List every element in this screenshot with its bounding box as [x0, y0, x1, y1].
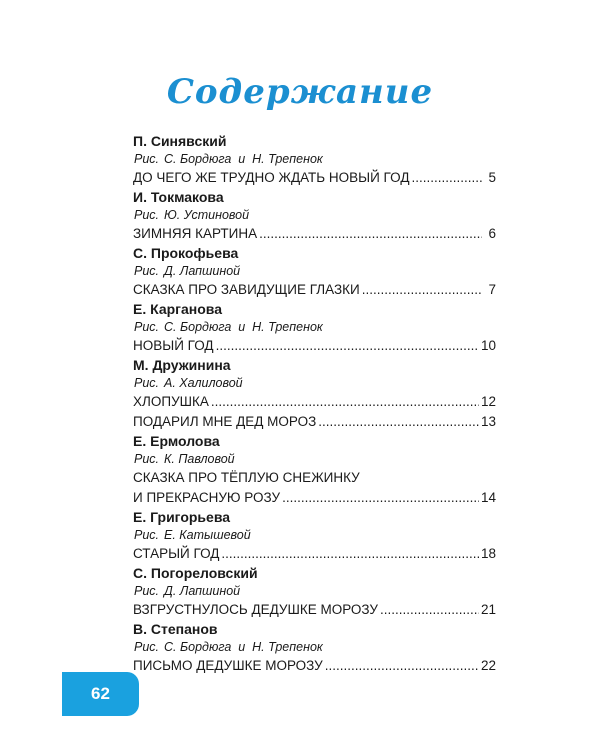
- toc-illustrator: [133, 262, 496, 280]
- illustrator-prefix: Рис.: [134, 528, 160, 542]
- toc-entry: [133, 412, 496, 432]
- illustrator-name: К. Павловой: [164, 452, 235, 466]
- toc-entry-title: ВЗГРУСТНУЛОСЬ ДЕДУШКЕ МОРОЗУ: [133, 602, 378, 617]
- toc-entry: [133, 488, 496, 508]
- toc-section: [133, 432, 496, 508]
- toc-entry-title: ДО ЧЕГО ЖЕ ТРУДНО ЖДАТЬ НОВЫЙ ГОД: [133, 170, 410, 185]
- dot-leader: [325, 656, 479, 676]
- toc-page-number: 21: [480, 602, 496, 617]
- toc-section: [133, 244, 496, 300]
- toc-author: М. Дружинина: [133, 357, 231, 373]
- illustrator-name: С. Бордюга и Н. Трепенок: [164, 152, 323, 166]
- toc-illustrator: [133, 374, 496, 392]
- toc-page-number: 12: [480, 394, 496, 409]
- toc-illustrator: [133, 206, 496, 224]
- page-number: 62: [91, 684, 110, 703]
- toc-entry-title: СКАЗКА ПРО ЗАВИДУЩИЕ ГЛАЗКИ: [133, 282, 360, 297]
- toc-section: [133, 356, 496, 432]
- toc-entry-title: СКАЗКА ПРО ТЁПЛУЮ СНЕЖИНКУ: [133, 470, 360, 485]
- dot-leader: [221, 544, 479, 564]
- illustrator-name: Д. Лапшиной: [164, 584, 241, 598]
- toc-author: Е. Ермолова: [133, 433, 220, 449]
- toc-entry-title: ПИСЬМО ДЕДУШКЕ МОРОЗУ: [133, 658, 323, 673]
- dot-leader: [411, 168, 482, 188]
- toc-entry: [133, 224, 496, 244]
- toc-section: [133, 132, 496, 188]
- toc-section: [133, 564, 496, 620]
- dot-leader: [282, 488, 479, 508]
- toc-entry: [133, 336, 496, 356]
- toc-entry-title: ПОДАРИЛ МНЕ ДЕД МОРОЗ: [133, 414, 317, 429]
- toc-page-number: 7: [488, 282, 496, 297]
- toc-entry-title: И ПРЕКРАСНУЮ РОЗУ: [133, 490, 281, 505]
- illustrator-prefix: Рис.: [134, 152, 160, 166]
- toc-entry-title: СТАРЫЙ ГОД: [133, 546, 220, 561]
- illustrator-prefix: Рис.: [134, 376, 160, 390]
- page-number-tab: [62, 672, 139, 716]
- toc-page-number: 13: [480, 414, 496, 429]
- toc-entry-title: ХЛОПУШКА: [133, 394, 209, 409]
- toc-entry: [133, 168, 496, 188]
- illustrator-name: С. Бордюга и Н. Трепенок: [164, 320, 323, 334]
- illustrator-prefix: Рис.: [134, 208, 160, 222]
- toc-author: И. Токмакова: [133, 189, 224, 205]
- toc-entry: [133, 544, 496, 564]
- toc-illustrator: [133, 150, 496, 168]
- toc-entry: [133, 468, 496, 488]
- toc-illustrator: [133, 638, 496, 656]
- toc-author: С. Прокофьева: [133, 245, 239, 261]
- dot-leader: [318, 412, 479, 432]
- toc-section: [133, 620, 496, 676]
- toc-illustrator: [133, 582, 496, 600]
- dot-leader: [380, 600, 479, 620]
- dot-leader: [216, 336, 479, 356]
- illustrator-prefix: Рис.: [134, 452, 160, 466]
- toc-entry: [133, 280, 496, 300]
- toc-section: [133, 508, 496, 564]
- illustrator-prefix: Рис.: [134, 584, 160, 598]
- toc-page-number: 6: [488, 226, 496, 241]
- toc-page-number: 22: [480, 658, 496, 673]
- toc-author: В. Степанов: [133, 621, 218, 637]
- toc-entry: [133, 600, 496, 620]
- dot-leader: [211, 392, 479, 412]
- dot-leader: [259, 224, 482, 244]
- illustrator-prefix: Рис.: [134, 640, 160, 654]
- illustrator-name: Д. Лапшиной: [164, 264, 241, 278]
- toc-illustrator: [133, 318, 496, 336]
- illustrator-name: С. Бордюга и Н. Трепенок: [164, 640, 323, 654]
- toc-illustrator: [133, 450, 496, 468]
- page-title: Содержание: [166, 72, 434, 112]
- toc-entry: [133, 392, 496, 412]
- toc-entry-title: ЗИМНЯЯ КАРТИНА: [133, 226, 258, 241]
- table-of-contents: [133, 132, 496, 676]
- toc-page-number: 10: [480, 338, 496, 353]
- toc-page-number: 5: [488, 170, 496, 185]
- toc-section: [133, 188, 496, 244]
- toc-entry: [133, 656, 496, 676]
- dot-leader: [362, 280, 482, 300]
- toc-author: Е. Карганова: [133, 301, 223, 317]
- toc-entry-title: НОВЫЙ ГОД: [133, 338, 214, 353]
- illustrator-name: Ю. Устиновой: [164, 208, 250, 222]
- toc-author: Е. Григорьева: [133, 509, 231, 525]
- illustrator-prefix: Рис.: [134, 320, 160, 334]
- toc-page-number: 14: [480, 490, 496, 505]
- illustrator-name: Е. Катышевой: [164, 528, 251, 542]
- illustrator-prefix: Рис.: [134, 264, 160, 278]
- toc-illustrator: [133, 526, 496, 544]
- toc-page-number: 18: [480, 546, 496, 561]
- illustrator-name: А. Халиловой: [164, 376, 243, 390]
- toc-author: С. Погореловский: [133, 565, 258, 581]
- toc-section: [133, 300, 496, 356]
- toc-author: П. Синявский: [133, 133, 227, 149]
